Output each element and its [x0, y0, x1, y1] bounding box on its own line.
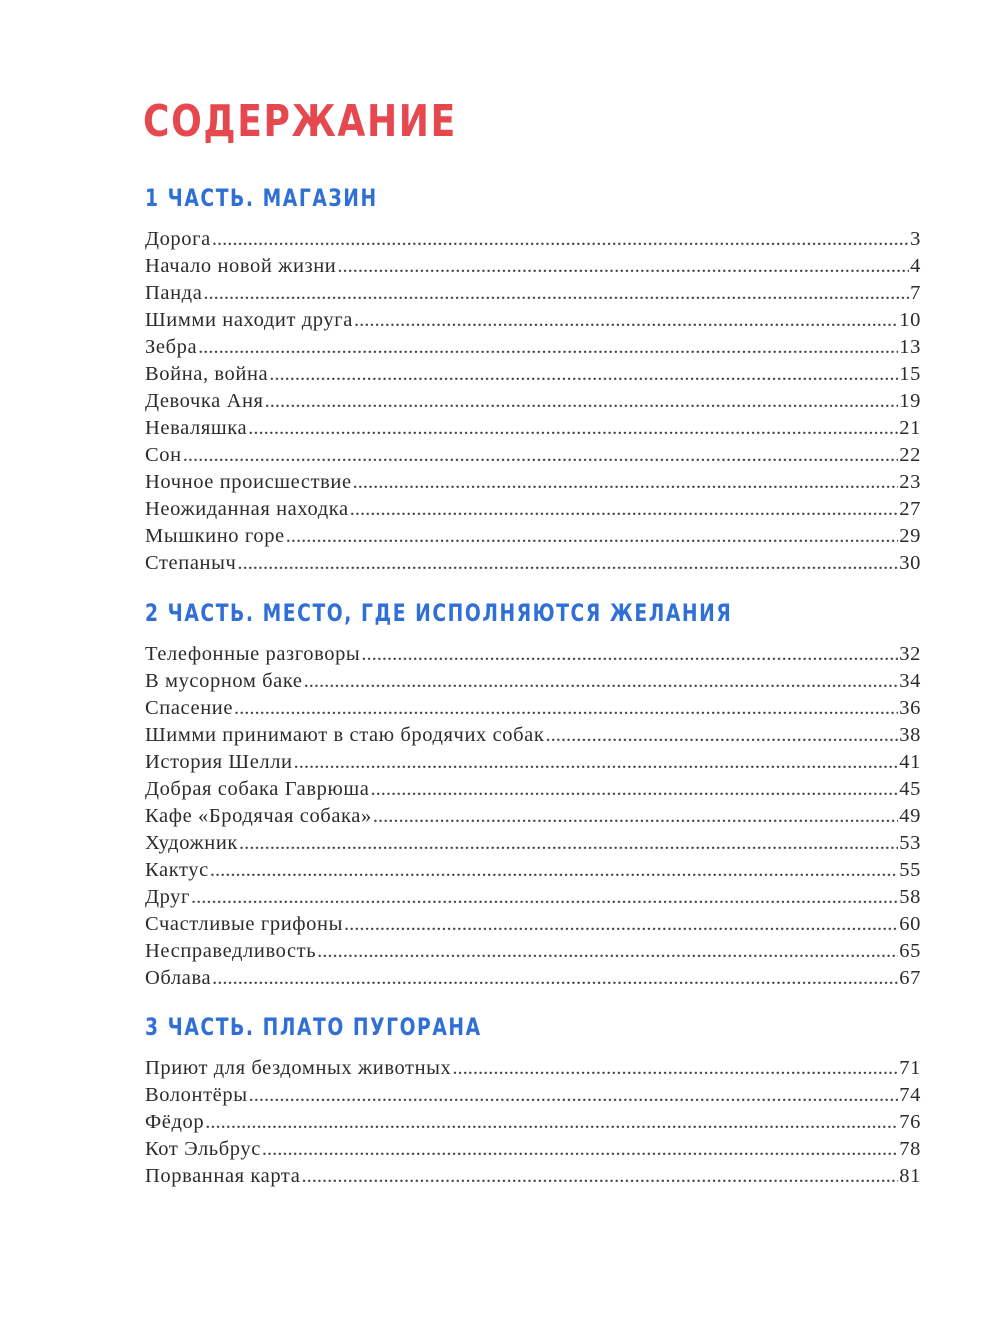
toc-entry: [145, 523, 921, 550]
toc-entry-page-number: 15: [899, 363, 921, 385]
toc-entry-page-number: 41: [899, 751, 921, 773]
section-heading: 3 ЧАСТЬ. ПЛАТО ПУГОРАНА: [145, 1013, 482, 1041]
toc-entry-title: Приют для бездомных животных: [145, 1057, 452, 1079]
dot-leader: [301, 1163, 898, 1190]
toc-entry-page-number: 19: [899, 390, 921, 412]
page-title: СОДЕРЖАНИЕ: [143, 96, 457, 147]
toc-entry-page-number: 53: [899, 832, 921, 854]
toc-entry-page-number: 30: [899, 552, 921, 574]
toc-entry: [145, 1082, 921, 1109]
toc-entry: [145, 695, 921, 722]
toc-entry: [145, 388, 921, 415]
dot-leader: [205, 1109, 898, 1136]
toc-entry-title: Друг: [145, 886, 191, 908]
dot-leader: [212, 226, 909, 253]
toc-entry-page-number: 81: [899, 1165, 921, 1187]
toc-entry: [145, 749, 921, 776]
toc-entry: [145, 722, 921, 749]
section-heading: 1 ЧАСТЬ. МАГАЗИН: [145, 184, 378, 212]
toc-entry-page-number: 71: [899, 1057, 921, 1079]
toc-entry-page-number: 29: [899, 525, 921, 547]
toc-entry-title: Волонтёры: [145, 1084, 248, 1106]
toc-entry-page-number: 23: [899, 471, 921, 493]
toc-entry-title: Облава: [145, 967, 212, 989]
dot-leader: [203, 280, 909, 307]
toc-entry-title: Война, война: [145, 363, 269, 385]
dot-leader: [337, 253, 909, 280]
toc-entry-title: Мышкино горе: [145, 525, 285, 547]
dot-leader: [248, 415, 898, 442]
toc-entry-page-number: 58: [899, 886, 921, 908]
toc-entry: [145, 1055, 921, 1082]
dot-leader: [361, 641, 898, 668]
dot-leader: [317, 938, 898, 965]
toc-entry-title: Девочка Аня: [145, 390, 264, 412]
toc-entry-title: Телефонные разговоры: [145, 643, 361, 665]
toc-entry-title: Порванная карта: [145, 1165, 301, 1187]
section-part-1: [145, 186, 921, 577]
dot-leader: [237, 550, 898, 577]
dot-leader: [269, 361, 898, 388]
toc-entry-page-number: 34: [899, 670, 921, 692]
toc-entry: [145, 830, 921, 857]
toc-list: [145, 641, 921, 992]
dot-leader: [249, 1082, 899, 1109]
toc-entry-title: Добрая собака Гаврюша: [145, 778, 370, 800]
dot-leader: [262, 1136, 898, 1163]
toc-entry-page-number: 27: [899, 498, 921, 520]
toc-entry-page-number: 49: [899, 805, 921, 827]
toc-entry-title: Шимми находит друга: [145, 309, 353, 331]
dot-leader: [344, 911, 898, 938]
toc-entry-title: Панда: [145, 282, 203, 304]
toc-entry-title: Степаныч: [145, 552, 237, 574]
toc-entry: [145, 280, 921, 307]
toc-entry-title: Начало новой жизни: [145, 255, 337, 277]
toc-entry-title: Несправедливость: [145, 940, 317, 962]
toc-entry: [145, 415, 921, 442]
section-heading: 2 ЧАСТЬ. МЕСТО, ГДЕ ИСПОЛНЯЮТСЯ ЖЕЛАНИЯ: [145, 599, 733, 627]
toc-entry-page-number: 21: [899, 417, 921, 439]
toc-entry: [145, 226, 921, 253]
dot-leader: [373, 803, 898, 830]
toc-entry-page-number: 60: [899, 913, 921, 935]
toc-entry-page-number: 74: [899, 1084, 921, 1106]
dot-leader: [210, 857, 898, 884]
toc-entry: [145, 1109, 921, 1136]
toc-entry-page-number: 38: [899, 724, 921, 746]
dot-leader: [350, 496, 899, 523]
toc-entry: [145, 496, 921, 523]
toc-entry: [145, 1163, 921, 1190]
toc-entry: [145, 361, 921, 388]
dot-leader: [265, 388, 899, 415]
dot-leader: [353, 469, 899, 496]
toc-entry: [145, 307, 921, 334]
toc-entry: [145, 884, 921, 911]
toc-entry: [145, 965, 921, 992]
dot-leader: [545, 722, 898, 749]
dot-leader: [183, 442, 899, 469]
toc-entry-title: Неожиданная находка: [145, 498, 349, 520]
toc-entry: [145, 911, 921, 938]
toc-entry-page-number: 13: [899, 336, 921, 358]
toc-entry-title: Спасение: [145, 697, 234, 719]
toc-entry-page-number: 32: [899, 643, 921, 665]
toc-entry-title: Неваляшка: [145, 417, 248, 439]
toc-entry-title: История Шелли: [145, 751, 293, 773]
toc-entry-page-number: 3: [910, 228, 921, 250]
dot-leader: [212, 965, 898, 992]
dot-leader: [452, 1055, 898, 1082]
toc-entry-page-number: 45: [899, 778, 921, 800]
dot-leader: [198, 334, 898, 361]
toc-entry-page-number: 10: [899, 309, 921, 331]
toc-entry-title: Кот Эльбрус: [145, 1138, 261, 1160]
toc-entry: [145, 550, 921, 577]
toc-list: [145, 226, 921, 577]
dot-leader: [304, 668, 899, 695]
toc-entry: [145, 442, 921, 469]
toc-entry-page-number: 67: [899, 967, 921, 989]
toc-entry: [145, 469, 921, 496]
toc-list: [145, 1055, 921, 1190]
toc-entry: [145, 641, 921, 668]
toc-entry-title: Ночное происшествие: [145, 471, 352, 493]
section-part-2: [145, 601, 921, 992]
toc-entry-title: Кактус: [145, 859, 209, 881]
toc-entry-title: Фёдор: [145, 1111, 205, 1133]
toc-entry: [145, 938, 921, 965]
toc-entry-page-number: 76: [899, 1111, 921, 1133]
section-part-3: [145, 1015, 921, 1190]
toc-entry: [145, 776, 921, 803]
toc-entry-title: В мусорном баке: [145, 670, 303, 692]
toc-entry-title: Кафе «Бродячая собака»: [145, 805, 372, 827]
toc-entry-title: Художник: [145, 832, 238, 854]
dot-leader: [234, 695, 898, 722]
dot-leader: [286, 523, 899, 550]
toc-entry-page-number: 22: [899, 444, 921, 466]
dot-leader: [191, 884, 898, 911]
toc-entry: [145, 334, 921, 361]
toc-entry: [145, 857, 921, 884]
toc-entry-page-number: 65: [899, 940, 921, 962]
toc-entry-title: Дорога: [145, 228, 211, 250]
toc-entry-title: Счастливые грифоны: [145, 913, 343, 935]
toc-entry-page-number: 4: [910, 255, 921, 277]
toc-entry-page-number: 36: [899, 697, 921, 719]
toc-entry-title: Зебра: [145, 336, 198, 358]
toc-entry-page-number: 78: [899, 1138, 921, 1160]
dot-leader: [239, 830, 898, 857]
dot-leader: [354, 307, 898, 334]
toc-entry-title: Сон: [145, 444, 182, 466]
toc-entry: [145, 1136, 921, 1163]
toc-entry-page-number: 55: [899, 859, 921, 881]
toc-entry-page-number: 7: [910, 282, 921, 304]
dot-leader: [294, 749, 899, 776]
toc-entry: [145, 668, 921, 695]
toc-entry-title: Шимми принимают в стаю бродячих собак: [145, 724, 545, 746]
toc-entry: [145, 803, 921, 830]
toc-entry: [145, 253, 921, 280]
dot-leader: [371, 776, 899, 803]
